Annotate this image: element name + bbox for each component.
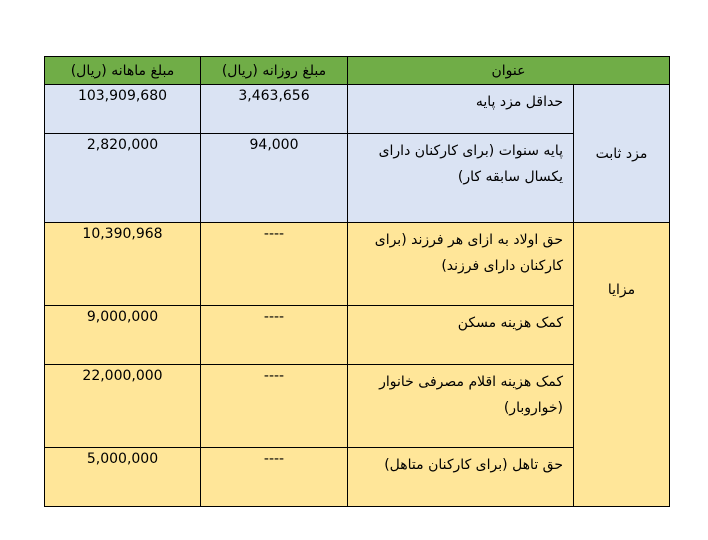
row-title: حق اولاد به ازای هر فرزند (برای کارکنان دارای فرزند) (348, 223, 574, 306)
monthly-amount: 2,820,000 (45, 134, 201, 223)
group-label: مزد ثابت (595, 145, 648, 162)
header-title: عنوان (348, 57, 670, 85)
daily-amount: ---- (201, 223, 348, 306)
daily-amount: ---- (201, 306, 348, 365)
daily-amount: 94,000 (201, 134, 348, 223)
monthly-amount: 9,000,000 (45, 306, 201, 365)
group-benefits (574, 223, 670, 507)
row-title: کمک هزینه اقلام مصرفی خانوار (خواروبار) (348, 365, 574, 448)
row-title: حق تاهل (برای کارکنان متاهل) (348, 448, 574, 507)
monthly-amount: 10,390,968 (45, 223, 201, 306)
row-title: پایه سنوات (برای کارکنان دارای یکسال سابقه کار) (348, 134, 574, 223)
row-title: حداقل مزد پایه (348, 85, 574, 134)
header-row (45, 57, 670, 85)
table-row (45, 85, 670, 134)
monthly-amount: 5,000,000 (45, 448, 201, 507)
monthly-amount: 103,909,680 (45, 85, 201, 134)
table-row (45, 223, 670, 306)
header-daily: مبلغ روزانه (ریال) (201, 57, 348, 85)
wage-table (44, 56, 670, 507)
header-monthly: مبلغ ماهانه (ریال) (45, 57, 201, 85)
daily-amount: ---- (201, 365, 348, 448)
monthly-amount: 22,000,000 (45, 365, 201, 448)
daily-amount: 3,463,656 (201, 85, 348, 134)
daily-amount: ---- (201, 448, 348, 507)
group-label: مزایا (607, 282, 636, 298)
row-title: کمک هزینه مسکن (348, 306, 574, 365)
group-fixed-wage (574, 85, 670, 223)
